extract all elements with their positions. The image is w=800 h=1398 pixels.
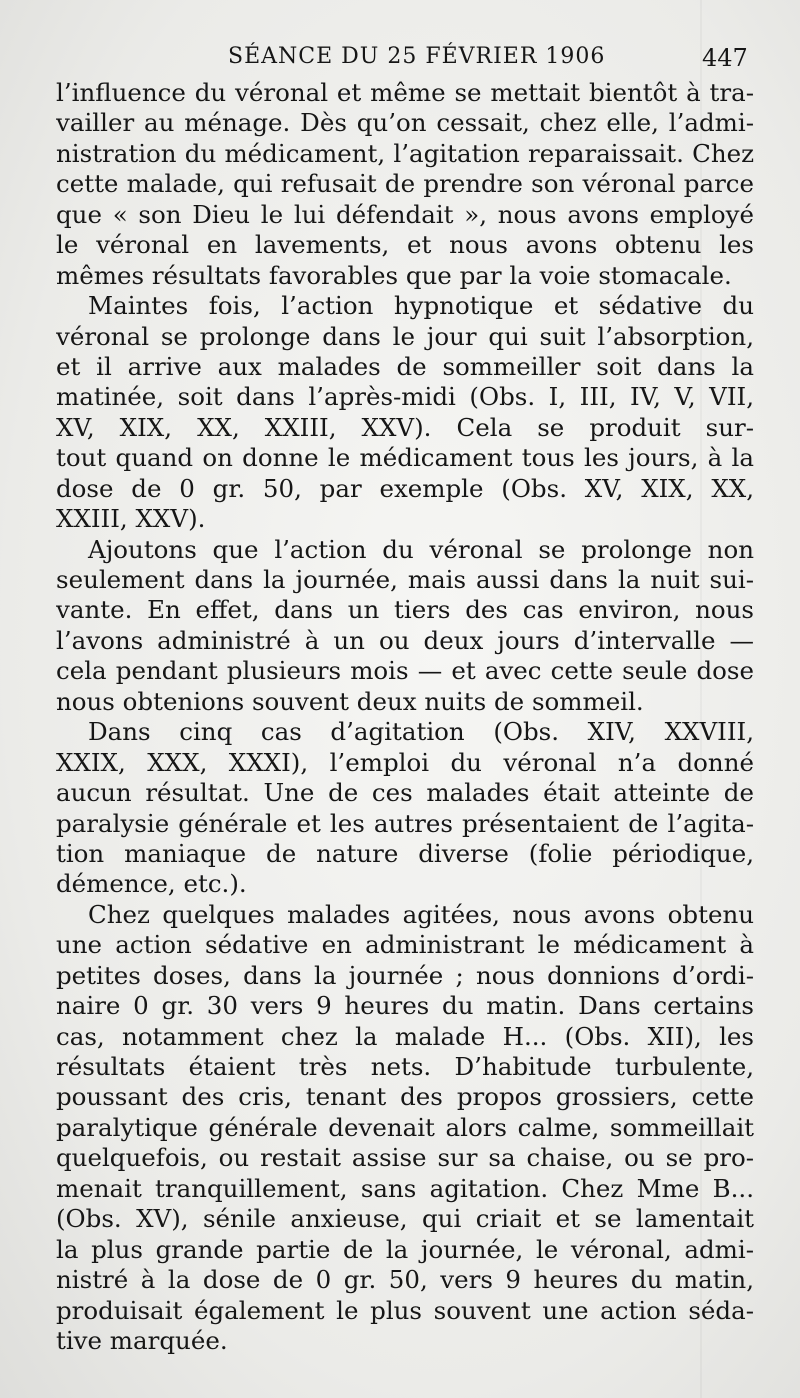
- text-line: cas, notamment chez la malade H... (Obs. XII), les: [56, 1021, 754, 1051]
- text-line: seulement dans la journée, mais aussi dans la nuit sui-: [56, 565, 754, 594]
- text-line: que « son Dieu le lui défendait », nous avons employé: [56, 199, 754, 229]
- text-line: matinée, soit dans l’après-midi (Obs. I, III, IV, V, VII,: [56, 382, 754, 412]
- text-line: le véronal en lavements, et nous avons obtenu les: [56, 230, 754, 260]
- text-line: XXIII, XXV).: [56, 504, 206, 534]
- body-text: [56, 78, 754, 1356]
- text-line: cette malade, qui refusait de prendre son véronal parce: [56, 169, 754, 199]
- text-line: cela pendant plusieurs mois — et avec cette seule dose: [56, 656, 754, 686]
- text-line: quelquefois, ou restait assise sur sa chaise, ou se pro-: [56, 1143, 754, 1173]
- text-line: nous obtenions souvent deux nuits de sommeil.: [56, 686, 644, 716]
- text-line: une action sédative en administrant le médicament à: [56, 930, 754, 960]
- text-line: XXIX, XXX, XXXI), l’emploi du véronal n’a donné: [56, 747, 754, 777]
- text-line: Dans cinq cas d’agitation (Obs. XIV, XXVIII,: [88, 717, 754, 747]
- text-line: vailler au ménage. Dès qu’on cessait, chez elle, l’admi-: [56, 108, 754, 138]
- text-line: nistré à la dose de 0 gr. 50, vers 9 heures du matin,: [56, 1265, 754, 1295]
- text-line: naire 0 gr. 30 vers 9 heures du matin. Dans certains: [56, 991, 754, 1021]
- running-title: SÉANCE DU 25 FÉVRIER 1906: [228, 44, 606, 69]
- text-line: petites doses, dans la journée ; nous donnions d’ordi-: [56, 960, 754, 990]
- text-line: tout quand on donne le médicament tous les jours, à la: [56, 443, 754, 473]
- page-number: 447: [702, 44, 748, 72]
- text-line: menait tranquillement, sans agitation. Chez Mme B...: [56, 1173, 754, 1203]
- text-line: Maintes fois, l’action hypnotique et sédative du: [88, 291, 754, 321]
- text-line: Ajoutons que l’action du véronal se prolonge non: [88, 534, 754, 564]
- text-line: la plus grande partie de la journée, le véronal, admi-: [56, 1234, 754, 1264]
- text-line: mêmes résultats favorables que par la voie stomacale.: [56, 260, 732, 290]
- text-line: nistration du médicament, l’agitation reparaissait. Chez: [56, 138, 754, 168]
- text-line: véronal se prolonge dans le jour qui suit l’absorption,: [56, 321, 754, 351]
- text-line: produisait également le plus souvent une action séda-: [56, 1295, 754, 1325]
- text-line: paralysie générale et les autres présentaient de l’agita-: [56, 808, 754, 838]
- text-line: démence, etc.).: [56, 869, 247, 899]
- text-line: Chez quelques malades agitées, nous avons obtenu: [88, 899, 754, 929]
- text-line: poussant des cris, tenant des propos grossiers, cette: [56, 1082, 754, 1112]
- text-line: vante. En effet, dans un tiers des cas environ, nous: [56, 595, 754, 625]
- text-line: tive marquée.: [56, 1325, 228, 1355]
- text-line: paralytique générale devenait alors calme, sommeillait: [56, 1112, 754, 1142]
- text-line: XV, XIX, XX, XXIII, XXV). Cela se produit sur-: [56, 412, 754, 442]
- running-header: [0, 44, 800, 80]
- text-line: tion maniaque de nature diverse (folie périodique,: [56, 838, 754, 868]
- text-line: et il arrive aux malades de sommeiller soit dans la: [56, 351, 754, 381]
- text-line: aucun résultat. Une de ces malades était atteinte de: [56, 778, 754, 808]
- text-line: l’influence du véronal et même se mettait bientôt à tra-: [56, 78, 754, 107]
- text-line: l’avons administré à un ou deux jours d’intervalle —: [56, 625, 754, 655]
- text-line: dose de 0 gr. 50, par exemple (Obs. XV, XIX, XX,: [56, 473, 754, 503]
- text-line: (Obs. XV), sénile anxieuse, qui criait et se lamentait: [56, 1204, 754, 1234]
- text-line: résultats étaient très nets. D’habitude turbulente,: [56, 1052, 754, 1081]
